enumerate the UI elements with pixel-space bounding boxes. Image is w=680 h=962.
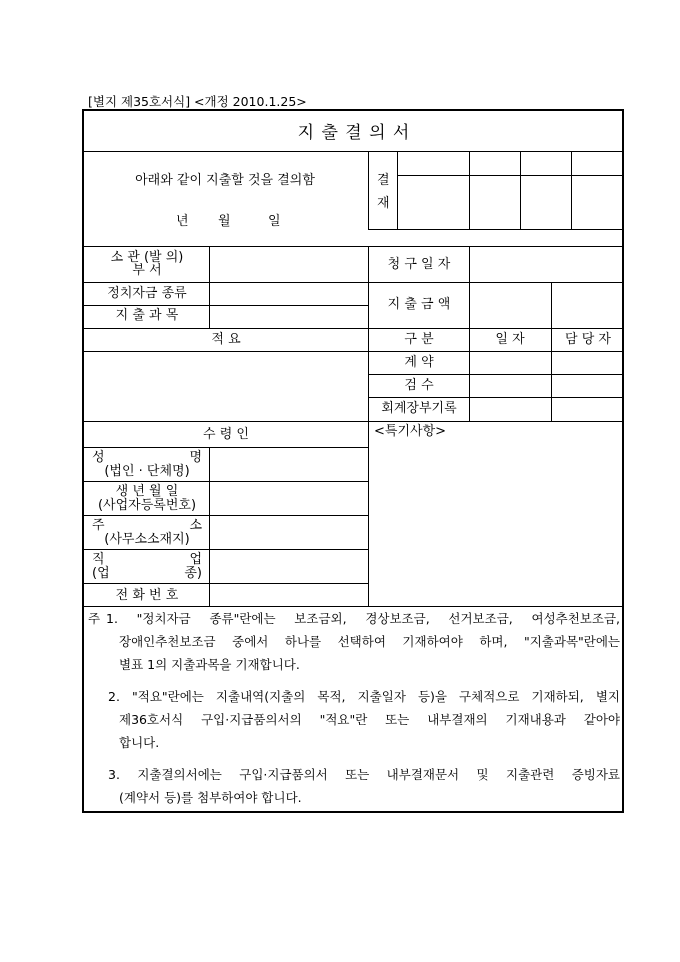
divider	[368, 151, 369, 229]
divider	[551, 282, 552, 421]
divider	[84, 606, 624, 607]
name-label-sub: (법인 · 단체명)	[104, 464, 190, 479]
job-label-sub: (업 종)	[92, 566, 202, 581]
note-2-line-3: 합니다.	[119, 735, 160, 750]
divider	[84, 351, 624, 352]
divider	[84, 583, 368, 584]
divider	[368, 397, 624, 398]
divider	[368, 229, 624, 230]
notes-section	[84, 608, 624, 813]
dept-label: 소 관 (발 의)	[110, 250, 184, 265]
category-label: 구 분	[404, 332, 434, 347]
date-day-label: 일	[268, 214, 281, 229]
divider	[84, 282, 624, 283]
claim-date-label: 청 구 일 자	[387, 257, 451, 272]
address-label: 주 소	[92, 518, 202, 533]
manager-column-label: 담 당 자	[565, 332, 611, 347]
note-1-line-1: 1. "정치자금 종류"란에는 보조금외, 경상보조금, 선거보조금, 여성추천보조금,	[106, 611, 620, 626]
divider	[368, 374, 624, 375]
note-2-line-1: 2. "적요"란에는 지출내역(지출의 목적, 지출일자 등)을 구체적으로 기재하되, 별지	[108, 689, 620, 704]
note-3-line-2: (계약서 등)를 첨부하여야 합니다.	[119, 790, 302, 805]
form-header: [별지 제35호서식] <개정 2010.1.25>	[88, 94, 307, 109]
divider	[84, 515, 368, 516]
date-year-label: 년	[176, 214, 189, 229]
divider	[520, 151, 521, 229]
fund-type-label: 정치자금 종류	[107, 286, 187, 301]
divider	[209, 246, 210, 328]
ledger-label: 회계장부기록	[381, 401, 457, 416]
divider	[368, 246, 369, 606]
date-column-label: 일 자	[495, 332, 525, 347]
notes-prefix: 주	[88, 611, 101, 626]
approval-label-bottom: 재	[377, 196, 390, 211]
address-label-sub: (사무소소재지)	[104, 532, 190, 547]
remarks-label: <특기사항>	[374, 424, 447, 439]
contract-label: 계 약	[404, 355, 434, 370]
expense-item-label: 지 출 과 목	[115, 308, 179, 323]
expense-amount-label: 지 출 금 액	[387, 297, 451, 312]
form-title: 지 출 결 의 서	[297, 123, 411, 143]
divider	[469, 246, 470, 421]
divider	[209, 447, 210, 606]
divider	[84, 246, 624, 247]
divider	[84, 481, 368, 482]
divider	[397, 175, 624, 176]
divider	[469, 151, 470, 229]
summary-label: 적 요	[211, 332, 241, 347]
divider	[571, 151, 572, 229]
inspection-label: 검 수	[404, 378, 434, 393]
statement-text: 아래와 같이 지출할 것을 결의함	[135, 173, 315, 188]
note-1-line-2: 장애인추천보조금 중에서 하나를 선택하여 기재하여야 하며, "지출과목"란에는	[119, 634, 620, 649]
job-label: 직 업	[92, 552, 202, 567]
name-label: 성 명	[92, 450, 202, 465]
divider	[84, 151, 624, 152]
divider	[397, 151, 398, 229]
birth-label: 생 년 월 일	[115, 484, 179, 499]
phone-label: 전 화 번 호	[115, 588, 179, 603]
note-2-line-2: 제36호서식 구입·지급품의서의 "적요"란 또는 내부결재의 기재내용과 같아야	[119, 712, 620, 727]
divider	[84, 447, 368, 448]
divider	[84, 305, 368, 306]
note-1-line-3: 별표 1의 지출과목을 기재합니다.	[119, 657, 300, 672]
date-month-label: 월	[218, 214, 231, 229]
dept-label-sub: 부 서	[132, 263, 162, 278]
divider	[84, 421, 624, 422]
expense-resolution-form	[82, 109, 624, 813]
recipient-label: 수 령 인	[203, 427, 249, 442]
note-3-line-1: 3. 지출결의서에는 구입·지급품의서 또는 내부결재문서 및 지출관련 증빙자료	[108, 767, 620, 782]
divider	[84, 328, 624, 329]
divider	[84, 549, 368, 550]
approval-label-top: 결	[377, 173, 390, 188]
birth-label-sub: (사업자등록번호)	[97, 498, 197, 513]
